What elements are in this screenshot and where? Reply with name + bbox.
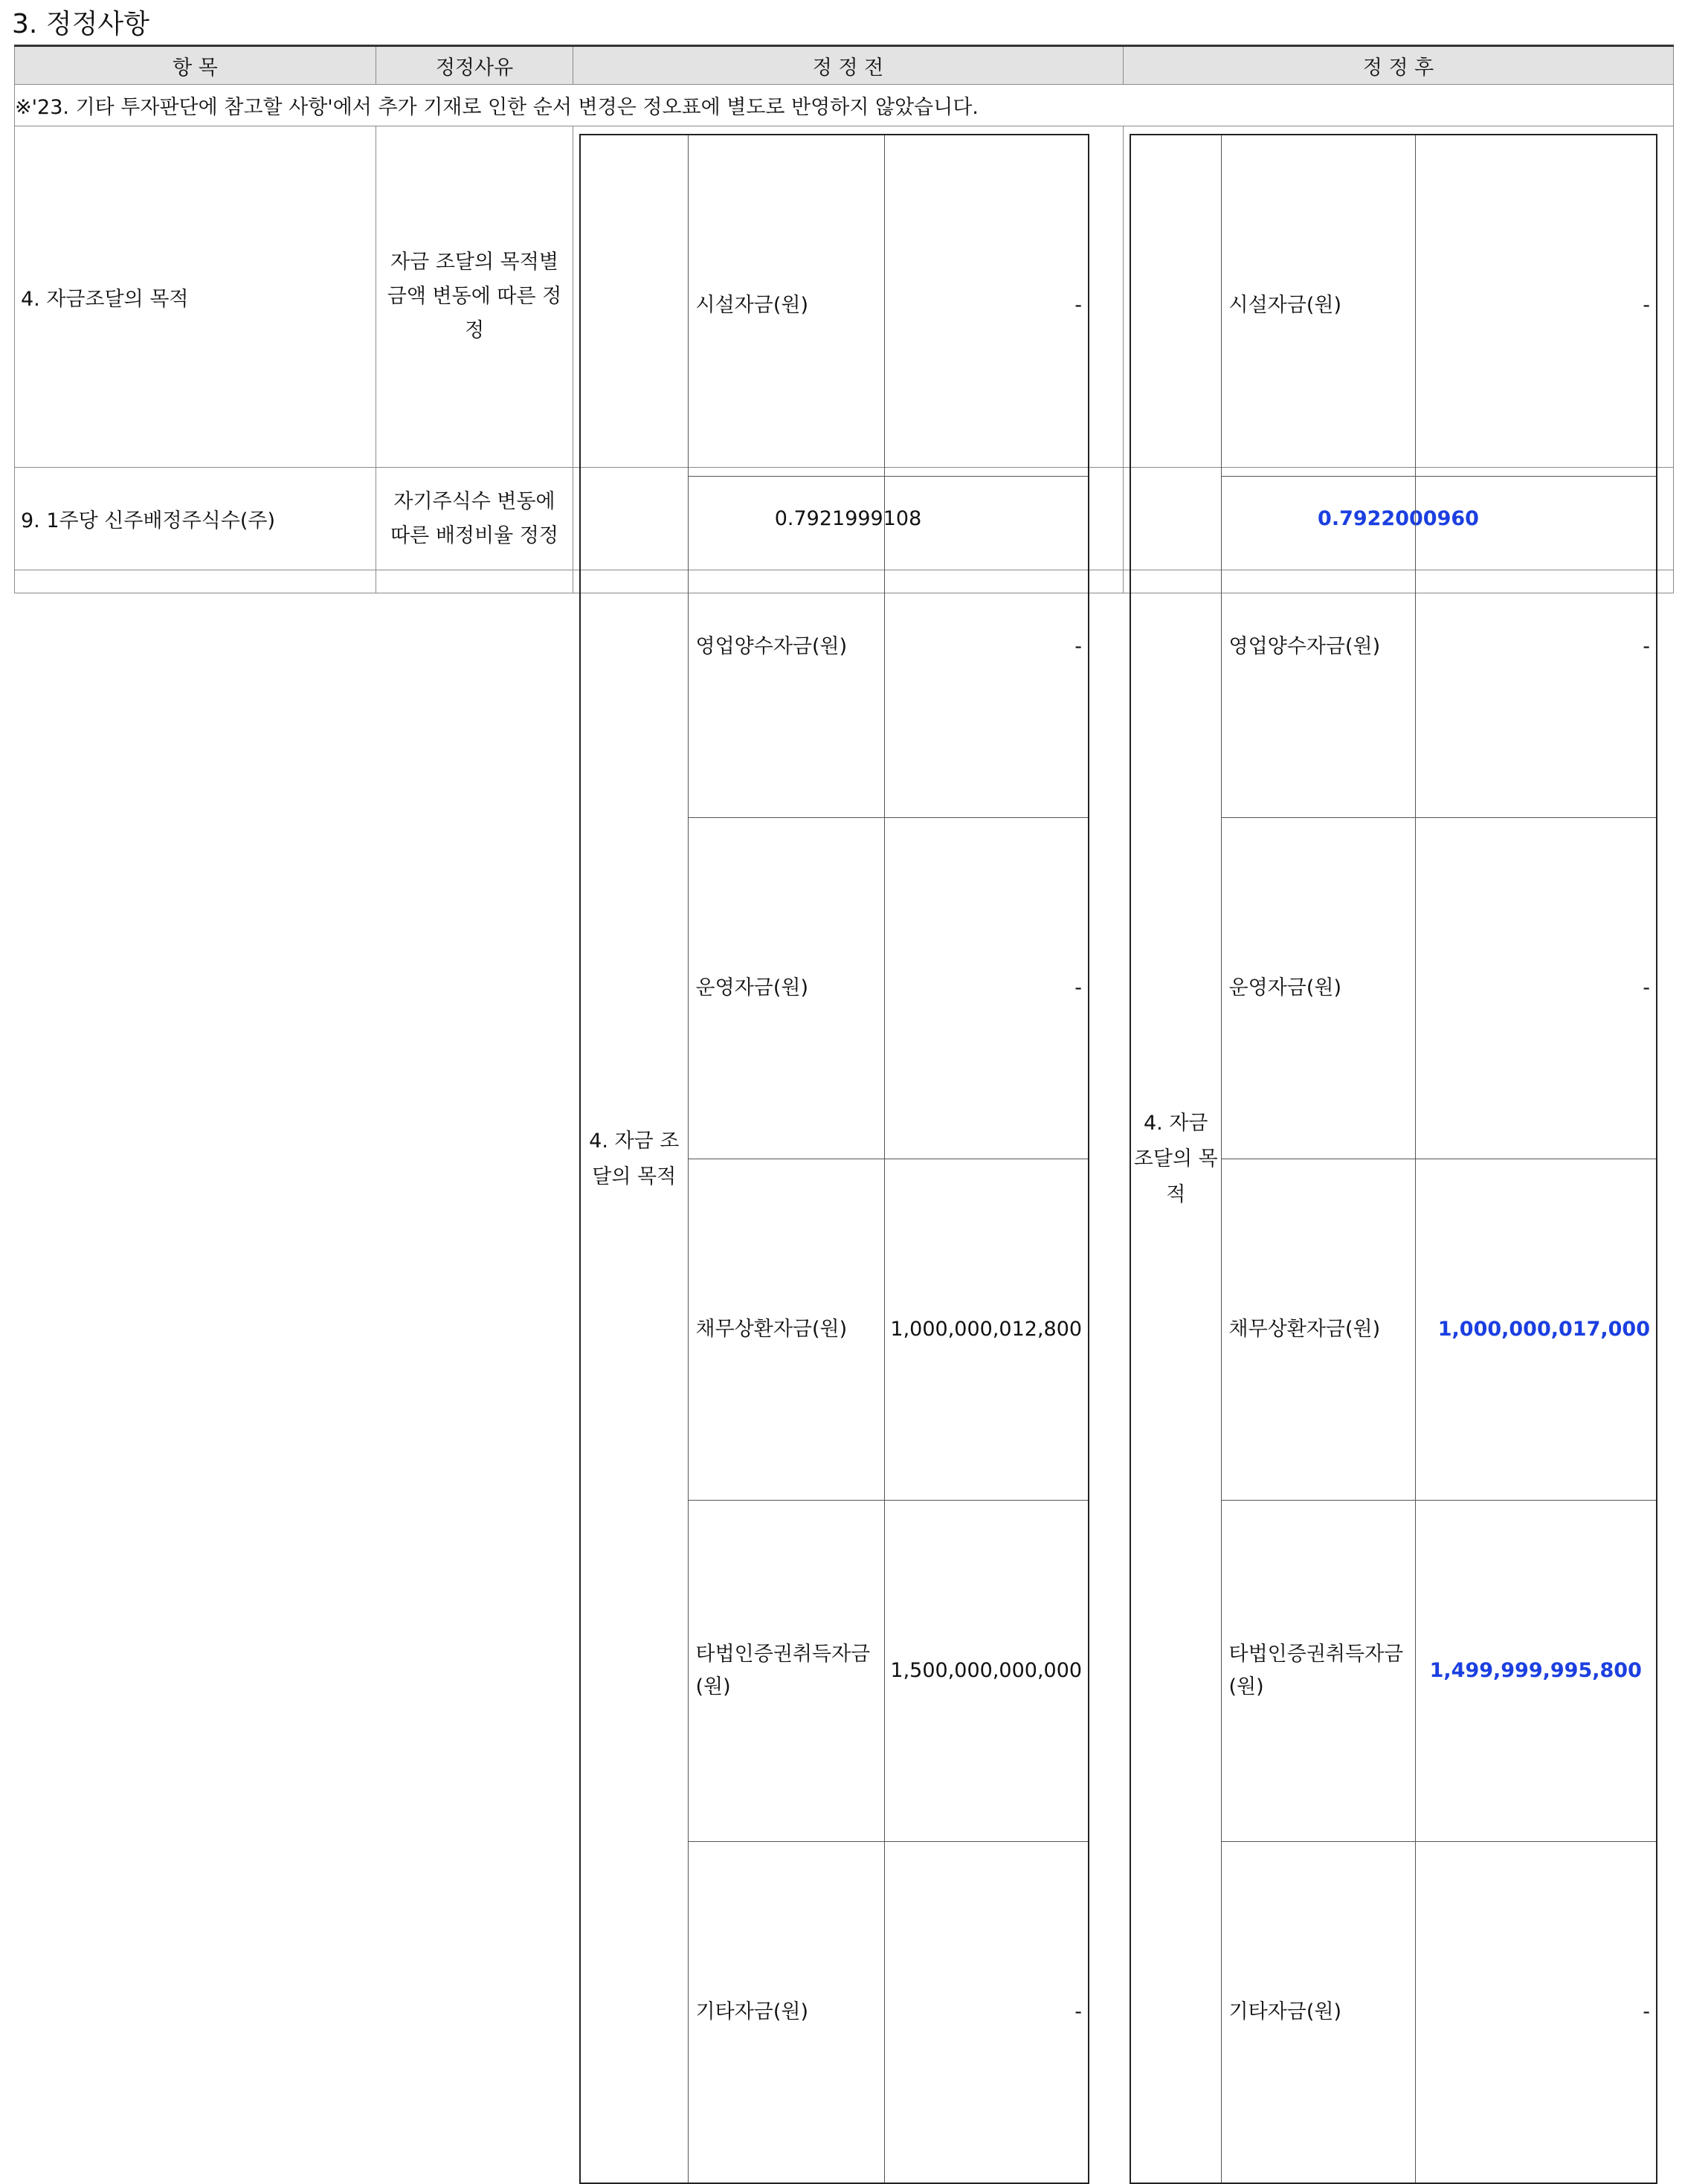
- fund-value: -: [884, 135, 1089, 477]
- fund-value-changed: 1,000,000,017,000: [1415, 1159, 1657, 1501]
- header-row: [15, 46, 1674, 85]
- fund-label: 타법인증권취득자금(원): [1221, 1501, 1415, 1842]
- fund-value: -: [1415, 818, 1657, 1159]
- reason-text: 자금 조달의 목적별 금액 변동에 따른 정정: [376, 126, 573, 468]
- fund-label: 운영자금(원): [1221, 818, 1415, 1159]
- fund-label: 운영자금(원): [688, 818, 884, 1159]
- fund-label: 채무상환자금(원): [688, 1159, 884, 1501]
- header-reason: 정정사유: [376, 46, 573, 85]
- fund-label: 타법인증권취득자금(원): [688, 1501, 884, 1842]
- before-fund-table: [579, 134, 1089, 2184]
- fund-label: 시설자금(원): [688, 135, 884, 477]
- empty-cell: [376, 570, 573, 593]
- fund-label: 영업양수자금(원): [688, 477, 884, 818]
- item-label: 4. 자금조달의 목적: [15, 126, 376, 468]
- after-fund-table: [1130, 134, 1657, 2184]
- table-row: [15, 126, 1674, 468]
- fund-value: 1,000,000,012,800: [884, 1159, 1089, 1501]
- item-label: 9. 1주당 신주배정주식수(주): [15, 468, 376, 570]
- fund-label: 영업양수자금(원): [1221, 477, 1415, 818]
- fund-value: -: [1415, 135, 1657, 477]
- fund-label: 시설자금(원): [1221, 135, 1415, 477]
- correction-table: [14, 45, 1674, 2023]
- header-before: 정 정 전: [573, 46, 1124, 85]
- notice-text: ※'23. 기타 투자판단에 참고할 사항'에서 추가 기재로 인한 순서 변경은 정오표에 별도로 반영하지 않았습니다.: [15, 85, 1674, 126]
- fund-value: 1,500,000,000,000: [884, 1501, 1089, 1842]
- fund-label: 기타자금(원): [688, 1842, 884, 2184]
- fund-value: -: [884, 818, 1089, 1159]
- empty-cell: [15, 570, 376, 593]
- after-value-changed: 0.7922000960: [1124, 468, 1674, 570]
- notice-row: [15, 85, 1674, 126]
- after-fund-title: 4. 자금 조달의 목적: [1130, 135, 1221, 2183]
- fund-label: 채무상환자금(원): [1221, 1159, 1415, 1501]
- fund-value: -: [1415, 1842, 1657, 2184]
- header-after: 정 정 후: [1124, 46, 1674, 85]
- fund-value: -: [884, 477, 1089, 818]
- fund-value: -: [1415, 477, 1657, 818]
- before-value: 0.7921999108: [573, 468, 1124, 570]
- section-title: 3. 정정사항: [12, 9, 149, 39]
- fund-value-changed: 1,499,999,995,800: [1415, 1501, 1657, 1842]
- fund-value: -: [884, 1842, 1089, 2184]
- fund-label: 기타자금(원): [1221, 1842, 1415, 2184]
- reason-text: 자기주식수 변동에 따른 배정비율 정정: [376, 468, 573, 570]
- header-item: 항 목: [15, 46, 376, 85]
- before-fund-title: 4. 자금 조달의 목적: [580, 135, 688, 2183]
